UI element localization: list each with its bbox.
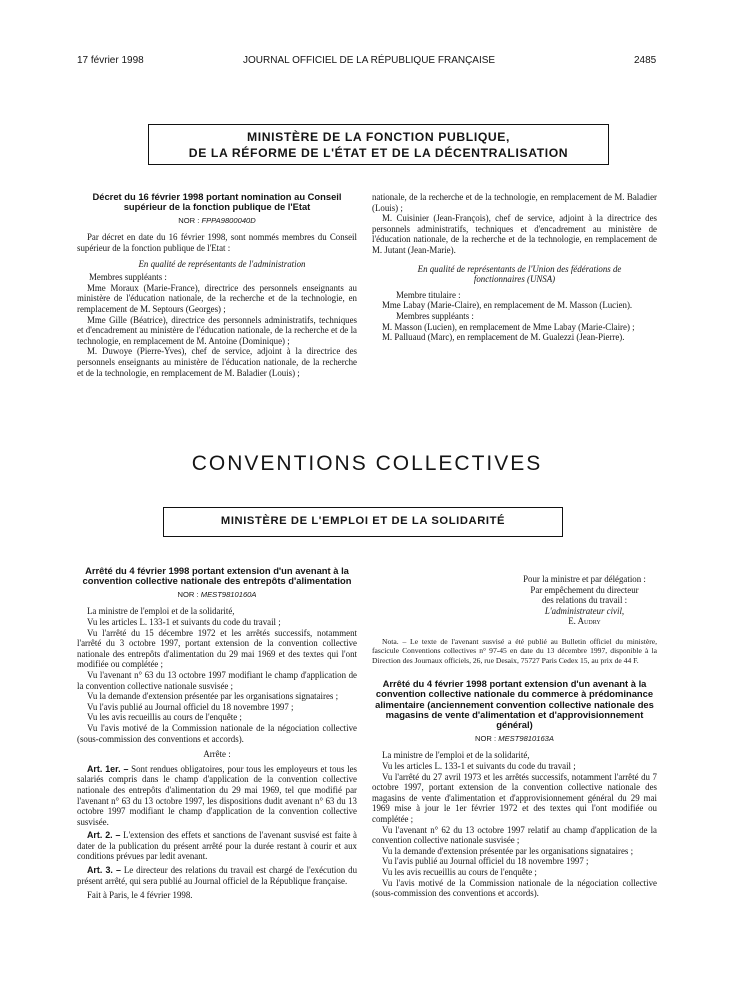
decree-paragraph-2: Mme Gille (Béatrice), directrice des personnels administratifs, techniques et d'encadrement au ministère de l'éducation nationale, de la recherche et de la technologie, en remplacement de M. Antoine (Dominique) ; (77, 314, 357, 346)
decree-sub-suppleants-2: Membres suppléants : (396, 310, 474, 321)
article-3-label: Art. 3. – (87, 865, 121, 876)
nor-code: FPPA9800040D (201, 215, 256, 225)
arrete2-line-7: Vu les avis recueillis au cours de l'enquête ; (382, 867, 537, 878)
ministry-line-2: DE LA RÉFORME DE L'ÉTAT ET DE LA DÉCENTRALISATION (188, 146, 569, 160)
arrete1-title: Arrêté du 4 février 1998 portant extension d'un avenant à la convention collective nationale des entrepôts d'alimentation (82, 565, 352, 587)
arrete2-line-5: Vu la demande d'extension présentée par les organisations signataires ; (382, 845, 634, 856)
decree-paragraph-7: M. Palluaud (Marc), en remplacement de M. Gualezzi (Jean-Pierre). (382, 332, 625, 343)
article-1-text: Sont rendues obligatoires, pour tous les employeurs et tous les salariés compris dans le champ d'application de la convention collective nationale des entrepôts d'alimentation du 29 mai 1969, tel que modifié par l'avenant n° 63 du 13 octobre 1997, les dispositions dudit avenant n° 63 du 13 octobre 1997 modifiant le champ d'application de la convention collective susvisée. (77, 763, 357, 827)
decree-paragraph-4: M. Cuisinier (Jean-François), chef de service, adjoint à la directrice des personnels administratifs, techniques et d'encadrement au ministère de l'éducation nationale, de la recherche et de la technologie, en remplacement de M. Jutant (Jean-Marie). (372, 213, 657, 255)
decree-intro: Par décret en date du 16 février 1998, sont nommés membres du Conseil supérieur de la fonction publique de l'Etat : (77, 232, 357, 253)
arrete1-line-7: Vu les avis recueillis au cours de l'enquête ; (87, 712, 242, 723)
decree-paragraph-5: Mme Labay (Marie-Claire), en remplacement de M. Masson (Lucien). (382, 300, 633, 311)
signature-line-2: Par empêchement du directeur (530, 584, 639, 595)
arrete1-column (77, 566, 357, 901)
arrete2-line-1: La ministre de l'emploi et de la solidarité, (382, 750, 530, 761)
nor-label: NOR : (177, 589, 199, 599)
signature-line-1: Pour la ministre et par délégation : (523, 574, 646, 584)
arrete1-nota: Nota. – Le texte de l'avenant susvisé a été publié au Bulletin officiel du ministère, fascicule Conventions collectives n° 97-45 en date du 13 décembre 1997, disponible à la Direction des Journaux officiels, 26, rue Desaix, 75727 Paris Cedex 15, au prix de 44 F. (372, 636, 657, 665)
arrete2-line-8: Vu l'avis motivé de la Commission nationale de la négociation collective (sous-commission des conventions et accords). (372, 877, 657, 899)
arrete1-line-4: Vu l'avenant n° 63 du 13 octobre 1997 modifiant le champ d'application de la convention collective nationale susvisée ; (77, 669, 357, 691)
article-2-label: Art. 2. – (87, 830, 121, 841)
decree-sub-suppleants: Membres suppléants : (89, 272, 167, 283)
decree-column-left (77, 191, 357, 378)
nor-code: MEST9810160A (200, 589, 257, 599)
decree-section-administration: En qualité de représentants de l'administration (138, 258, 306, 269)
article-3-text: Le directeur des relations du travail est chargé de l'exécution du présent arrêté, qui sera publié au Journal officiel de la République française. (77, 865, 358, 886)
decree-sub-titulaire: Membre titulaire : (396, 289, 461, 300)
arrete1-line-5: Vu la demande d'extension présentée par les organisations signataires ; (87, 691, 339, 702)
arrete1-nor (77, 590, 357, 601)
arrete2-title: Arrêté du 4 février 1998 portant extension d'un avenant à la convention collective nationale du commerce à prédominance alimentaire (anciennement convention collective nationale des magasins de vente d'alimentation et d'approvisionnement général) (375, 677, 654, 731)
arrete1-line-2: Vu les articles L. 133-1 et suivants du code du travail ; (87, 617, 281, 627)
signature-line-4: L'administrateur civil, (544, 605, 625, 616)
arrete1-article-2 (77, 830, 357, 862)
header-date: 17 février 1998 (77, 55, 144, 66)
arrete2-line-4: Vu l'avenant n° 62 du 13 octobre 1997 relatif au champ d'application de la convention collective nationale susvisée ; (372, 824, 657, 846)
arrete2-line-6: Vu l'avis publié au Journal officiel du 18 novembre 1997 ; (382, 856, 589, 867)
decree-paragraph-6: M. Masson (Lucien), en remplacement de Mme Labay (Marie-Claire) ; (382, 321, 635, 332)
decree-section-unsa: En qualité de représentants de l'Union des fédérations de fonctionnaires (UNSA) (417, 263, 622, 285)
signature-line-3: des relations du travail : (541, 595, 628, 606)
arrete1-fait: Fait à Paris, le 4 février 1998. (87, 890, 193, 901)
decree-paragraph-3-continued: nationale, de la recherche et de la technologie, en remplacement de M. Baladier (Louis) ; (372, 192, 657, 213)
article-2-text: L'extension des effets et sanctions de l'avenant susvisé est faite à dater de la publication du présent arrêté pour la durée restant à courir et aux conditions prévues par ledit avenant. (77, 830, 357, 862)
ministry-fonction-publique-box (148, 124, 609, 165)
article-1-label: Art. 1er. – (87, 763, 129, 774)
arrete1-line-8: Vu l'avis motivé de la Commission nationale de la négociation collective (sous-commission des conventions et accords). (77, 722, 357, 744)
nor-label: NOR : (475, 733, 497, 743)
arrete1-signature (372, 574, 657, 627)
arrete1-line-6: Vu l'avis publié au Journal officiel du 18 novembre 1997 ; (87, 701, 294, 712)
arrete1-line-1: La ministre de l'emploi et de la solidarité, (87, 606, 235, 617)
decree-title: Décret du 16 février 1998 portant nomination au Conseil supérieur de la fonction publique de l'Etat (92, 191, 342, 213)
decree-nor (77, 216, 357, 227)
decree-paragraph-1: Mme Moraux (Marie-France), directrice des personnels enseignants au ministère de l'éducation nationale, de la recherche et de la technologie, en remplacement de M. Septours (Georges) ; (77, 282, 357, 314)
signature-name: E. Audry (568, 616, 601, 627)
ministry-emploi-title: MINISTÈRE DE L'EMPLOI ET DE LA SOLIDARITÉ (220, 515, 506, 527)
nor-code: MEST9810163A (498, 733, 554, 743)
header-journal-title: JOURNAL OFFICIEL DE LA RÉPUBLIQUE FRANÇAISE (243, 55, 496, 66)
arrete2-nor (372, 734, 657, 745)
arrete1-line-3: Vu l'arrêté du 15 décembre 1972 et les arrêtés successifs, notamment l'arrêté du 3 octobre 1997, portant extension de la convention collective nationale des entrepôts d'alimentation du 29 mai 1969 et des textes qui l'ont modifiée ou complétée ; (77, 627, 357, 670)
arrete2-line-3: Vu l'arrêté du 27 avril 1973 et les arrêtés successifs, notamment l'arrêté du 7 octobre 1997, portant extension de la convention collective nationale des magasins de vente d'alimentation et d'approvisionnement général du 29 mai 1969 mise à jour le 1er février 1972 et des textes qui l'ont modifiée ou complétée ; (372, 771, 657, 825)
nor-label: NOR : (178, 215, 200, 225)
arrete2-line-2: Vu les articles L. 133-1 et suivants du code du travail ; (382, 761, 576, 772)
arrete1-arrete-label: Arrête : (203, 749, 231, 760)
ministry-emploi-box (163, 507, 563, 537)
conventions-collectives-heading: CONVENTIONS COLLECTIVES (191, 452, 543, 475)
decree-paragraph-3: M. Duwoye (Pierre-Yves), chef de service, adjoint à la directrice des personnels enseignants au ministère de l'éducation nationale, de la recherche et de la technologie, en remplacement de M. Baladier (Louis) ; (77, 346, 357, 378)
arrete2-column (372, 574, 657, 899)
ministry-line-1: MINISTÈRE DE LA FONCTION PUBLIQUE, (246, 130, 511, 144)
header-page-number: 2485 (634, 55, 657, 66)
arrete1-article-3 (77, 865, 357, 886)
arrete1-article-1 (77, 764, 357, 828)
decree-column-right (372, 192, 657, 343)
